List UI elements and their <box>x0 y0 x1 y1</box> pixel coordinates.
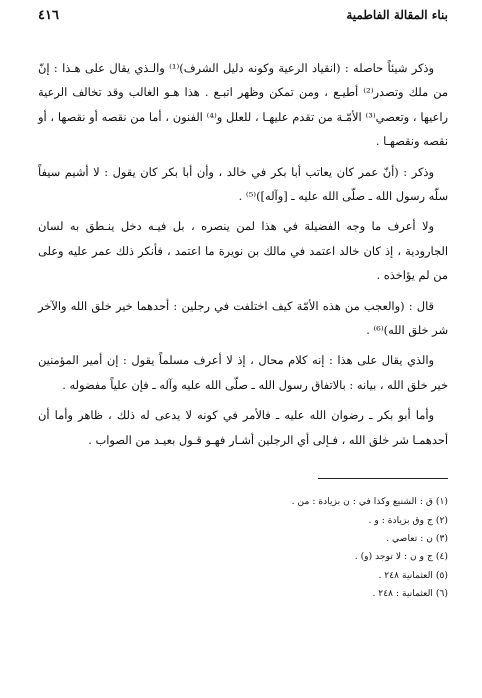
running-header <box>38 8 448 32</box>
footnote: (٢) ج وق بزيادة : و . <box>368 514 448 526</box>
book-page <box>38 8 448 688</box>
paragraph: وأما أبو بكر ـ رضوان الله عليه ـ فالأمر في كونه لا يدعى له ذلك ، ظاهر وأما أن أحدهمـا شر خلق الله ، فـإلى أي الرجلين أشـار فهـو قـول بعيـد من الصواب . <box>38 408 448 447</box>
footnote-separator <box>318 478 448 479</box>
footnote: (٤) ج و ن : لا توجد (و) . <box>354 551 448 563</box>
page-number: ٤١٦ <box>38 8 59 23</box>
footnote: (٦) العثمانية : ٢٤٨ . <box>372 588 448 600</box>
footnote: (٣) ن : تعاصي . <box>386 532 448 544</box>
footnote: (١) ق : الشنيع وكذا في : ن بزيادة : من . <box>291 496 448 508</box>
paragraph: قال : (والعجب من هذه الأمّة كيف اختلفت في رجلين : أحدهما خير خلق الله والآخر شر خلق الله)⁽⁶⁾ . <box>38 298 448 338</box>
paragraph: وذكر : (أنّ عمر كان يعاتب أبا بكر في خالد ، وأن أبا بكر كان يقول : لا أشيم سيفاً سلّه رسول الله ـ صلّى الله عليه ـ [وآله])⁽⁵⁾ . <box>38 164 448 204</box>
footnote: (٥) العثمانية ٢٤٨ . <box>378 569 448 581</box>
running-title: بناء المقالة الفاطمية <box>346 8 448 22</box>
paragraph: وذكر شيئاً حاصله : (انقياد الرعية وكونه دليل الشرف)⁽¹⁾ والـذي يقال على هـذا : إنّ من ملك وتصدر⁽²⁾ أطيـع ، ومن تمكن وظهر اتبـع . هذا هـو الغالب وقد تخالف الرعية راعيها ، وتعصي⁽³⁾ الأمّـة من تقدم عليهـا ، للعلل و⁽⁴⁾ الفنون ، أما من نقصه أو نقصها ، أو نقصه ونقصهـا . <box>38 61 449 149</box>
body-text <box>38 56 448 452</box>
footnotes-list <box>38 493 448 603</box>
paragraph: ولا أعرف ما وجه الفضيلة في هذا لمن ينصره ، بل فيـه دخل ينـطق به لسان الجارودية ، إذ كان خالد اعتمد في مالك بن نويرة ما اعتمد ، فأنكر ذلك عمر عليه وعلى من لم يؤاخذه . <box>38 219 448 283</box>
paragraph: والذي يقال على هذا : إنه كلام محال ، إذ لا أعرف مسلماً يقول : إن أمير المؤمنين خير خلق الله ، بيانه : بالاتفاق رسول الله ـ صلّى الله عليه وآله ـ فإن علياً مفضوله . <box>38 353 448 392</box>
